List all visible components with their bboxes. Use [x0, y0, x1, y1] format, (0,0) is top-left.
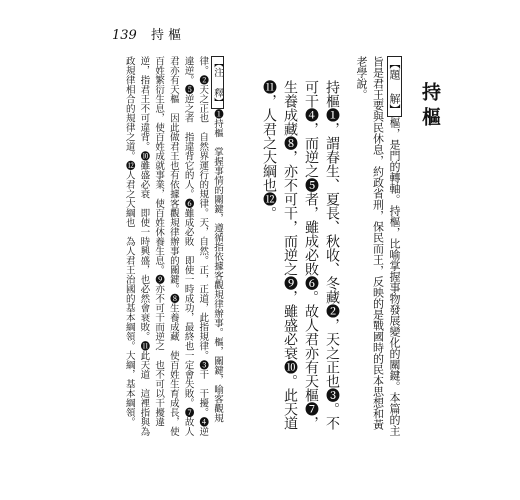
main-text: 持樞❶，謂春生、夏長、秋收、冬藏❷，天之正也❸。不可干❹，而逆之❺者，雖成必敗❻。故人君亦有天樞❼，生養成藏❽，亦不可干，而逆之❾，雖盛必衰❿。此天道⓫，人君之大綱也⓬。 [261, 80, 340, 430]
intro-section [344, 56, 402, 436]
page-body [112, 56, 444, 446]
notes-label: 【注 釋】 [212, 58, 223, 107]
page-number: 139 [112, 28, 137, 43]
intro-text: 樞，是門的轉軸。持樞，比喻掌握事物發展變化的關鍵。本篇的主旨是君王要與民休息，約政省刑，保民而王，反映的是戰國時的民本思想和黃老學說。 [355, 56, 401, 436]
running-title: 持 樞 [150, 28, 182, 43]
chapter-title: 持樞 [419, 82, 441, 132]
notes-section [114, 56, 224, 446]
notes-text: ❶持樞 掌握事情的關鍵，遵循指依據客觀規律辦事。樞，關鍵，喻客觀規律。❷天之正也 自然界運行的規律。天，自然。正，正道，此指規律。❸干 干擾。❹逆 違逆。❺逆之者 指違背它的人。❻雖成必敗 即使一時成功，最終也一定會失敗。❼故人君亦有天樞 因此做君王也有依據客觀規律辦事的關鍵。❽生養成藏 使百姓生育成長，使百姓繁衍生息，使百姓成就事業，使百姓休養生息。❾亦不可干而逆之 也不可以干擾違逆，指君王不可違背。❿雖盛必衰 即使一時興盛，也必然會衰敗。⓫此天道 這裡指與為政規律相合的規律之道。⓬人君之大綱也 為人君王治國的基本綱領。大綱，基本綱領。 [123, 56, 223, 446]
intro-label: 【題 解】 [388, 58, 401, 115]
running-header [112, 24, 181, 43]
